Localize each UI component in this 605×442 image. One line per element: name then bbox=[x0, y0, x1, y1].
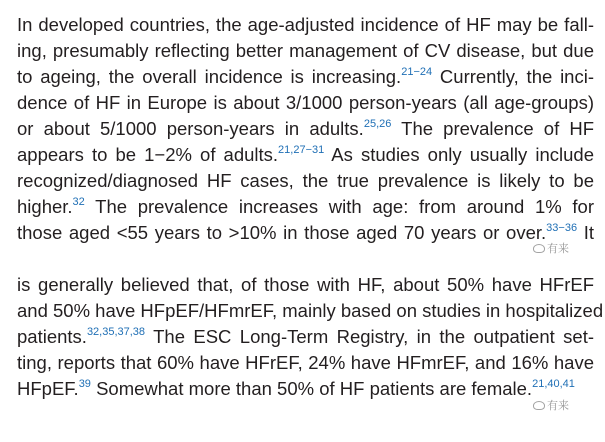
line-text: appears to be 1−2% of adults. bbox=[17, 144, 279, 165]
line-text: higher. bbox=[17, 196, 73, 217]
wechat-icon bbox=[533, 244, 545, 253]
line-text: Currently, the inci- bbox=[432, 66, 594, 87]
line-text: and 50% have HFpEF/HFmrEF, mainly based on studies in hospitalized bbox=[17, 300, 604, 321]
text-line bbox=[17, 90, 594, 116]
line-text: dence of HF in Europe is about 3/1000 person-years (all age-groups) bbox=[17, 92, 594, 113]
text-line bbox=[17, 116, 594, 145]
text-line bbox=[17, 272, 594, 298]
text-line bbox=[17, 324, 594, 353]
text-line bbox=[17, 12, 594, 38]
citation-reference[interactable]: 21,27−31 bbox=[278, 144, 325, 156]
citation-reference[interactable]: 32,35,37,38 bbox=[86, 326, 146, 338]
text-line bbox=[17, 220, 594, 249]
citation-reference[interactable]: 21,40,41 bbox=[532, 378, 575, 390]
line-text: patients. bbox=[17, 326, 87, 347]
line-text: As studies only usually include bbox=[324, 144, 594, 165]
line-text: It bbox=[577, 222, 594, 243]
text-line bbox=[17, 168, 594, 194]
wechat-icon bbox=[533, 401, 545, 410]
citation-reference[interactable]: 39 bbox=[78, 378, 91, 390]
watermark bbox=[533, 397, 569, 413]
text-line bbox=[17, 298, 604, 324]
line-text: ting, reports that 60% have HFrEF, 24% have HFmrEF, and 16% have bbox=[17, 352, 594, 373]
line-text: The ESC Long-Term Registry, in the outpatient set- bbox=[145, 326, 594, 347]
text-line bbox=[17, 350, 594, 376]
line-text: those aged <55 years to >10% in those aged 70 years or over. bbox=[17, 222, 547, 243]
line-text: HFpEF. bbox=[17, 378, 79, 399]
watermark-text: 有来 bbox=[547, 399, 569, 412]
text-line bbox=[17, 38, 594, 64]
citation-reference[interactable]: 32 bbox=[72, 196, 85, 208]
text-line bbox=[17, 64, 594, 93]
citation-reference[interactable]: 25,26 bbox=[363, 118, 392, 130]
text-line bbox=[17, 194, 594, 223]
line-text: to ageing, the overall incidence is increasing. bbox=[17, 66, 402, 87]
line-text: is generally believed that, of those with HF, about 50% have HFrEF bbox=[17, 274, 594, 295]
text-line bbox=[17, 376, 594, 405]
watermark-text: 有来 bbox=[547, 242, 569, 255]
watermark bbox=[533, 240, 569, 256]
text-line bbox=[17, 142, 594, 171]
citation-reference[interactable]: 33−36 bbox=[546, 222, 578, 234]
line-text: The prevalence increases with age: from around 1% for bbox=[84, 196, 594, 217]
line-text: recognized/diagnosed HF cases, the true prevalence is likely to be bbox=[17, 170, 594, 191]
line-text: or about 5/1000 person-years in adults. bbox=[17, 118, 364, 139]
citation-reference[interactable]: 21−24 bbox=[401, 66, 433, 78]
line-text: The prevalence of HF bbox=[391, 118, 594, 139]
line-text: Somewhat more than 50% of HF patients are female. bbox=[90, 378, 533, 399]
line-text: ing, presumably reflecting better management of CV disease, but due bbox=[17, 40, 594, 61]
line-text: In developed countries, the age-adjusted incidence of HF may be fall- bbox=[17, 14, 594, 35]
